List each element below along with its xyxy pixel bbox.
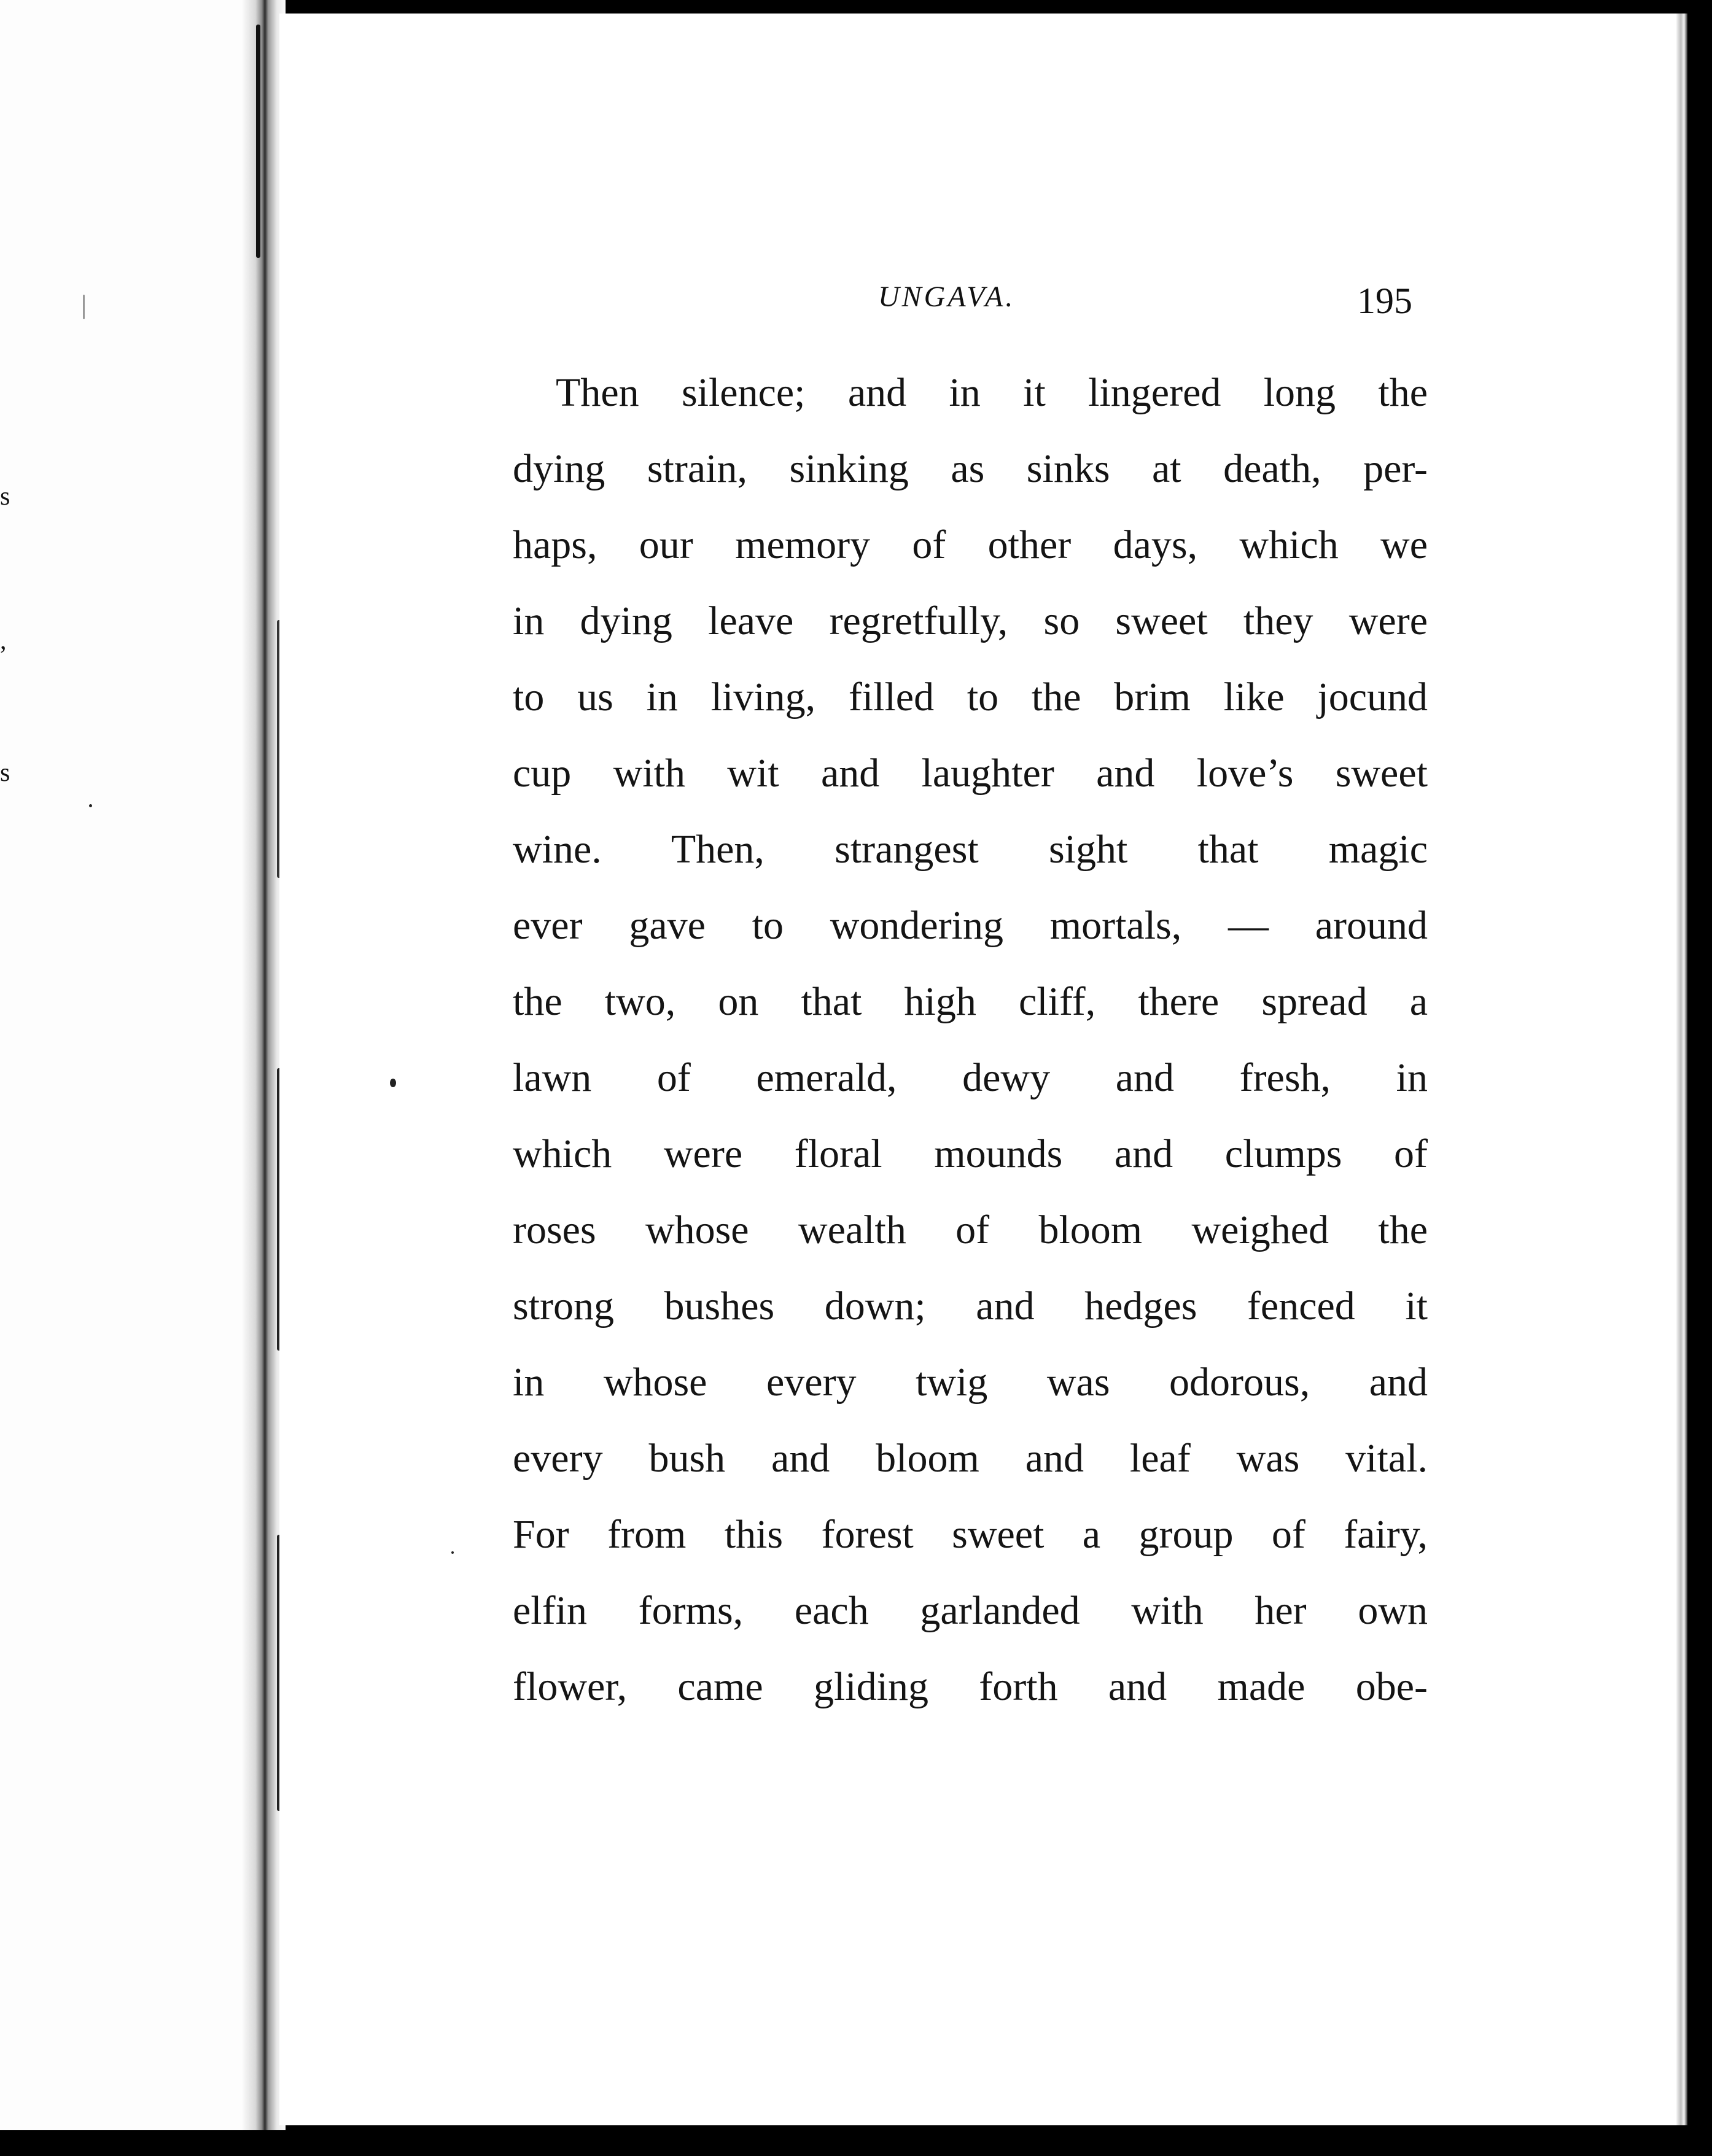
text-line: Then silence; and in it lingered long the — [556, 370, 1428, 415]
page-number: 195 — [1357, 281, 1412, 321]
text-line: dying strain, sinking as sinks at death, per- — [513, 446, 1428, 491]
binding-thread — [256, 25, 260, 258]
text-line: wine. Then, strangest sight that magic — [513, 827, 1428, 872]
text-line: flower, came gliding forth and made obe- — [513, 1664, 1428, 1709]
text-line: in whose every twig was odorous, and — [513, 1360, 1428, 1405]
body-text — [513, 362, 1428, 1732]
paper-speck — [83, 295, 85, 319]
text-line: every bush and bloom and leaf was vital. — [513, 1436, 1428, 1481]
text-line: elfin forms, each garlanded with her own — [513, 1588, 1428, 1633]
text-line: strong bushes down; and hedges fenced it — [513, 1284, 1428, 1328]
left-facing-page — [0, 0, 252, 2130]
text-line: lawn of emerald, dewy and fresh, in — [513, 1055, 1428, 1100]
left-edge-letter: s — [0, 759, 10, 787]
text-line: roses whose wealth of bloom weighed the — [513, 1208, 1428, 1252]
text-line: to us in living, filled to the brim like jocund — [513, 675, 1428, 719]
paper-speck — [451, 1551, 454, 1554]
running-head: UNGAVA. — [878, 281, 1016, 313]
page-edge-shadow — [1676, 14, 1687, 2125]
text-line: which were floral mounds and clumps of — [513, 1131, 1428, 1176]
text-line: haps, our memory of other days, which we — [513, 522, 1428, 567]
text-line: cup with wit and laughter and love’s sweet — [513, 751, 1428, 796]
text-line: For from this forest sweet a group of fairy, — [513, 1512, 1428, 1557]
left-edge-letter: s — [0, 483, 10, 511]
left-edge-letter: , — [0, 627, 7, 655]
text-line: the two, on that high cliff, there spread a — [513, 979, 1428, 1024]
paper-speck — [390, 1079, 396, 1087]
paper-speck — [89, 804, 92, 807]
text-line: in dying leave regretfully, so sweet they were — [513, 599, 1428, 643]
text-line: ever gave to wondering mortals, — around — [513, 903, 1428, 948]
